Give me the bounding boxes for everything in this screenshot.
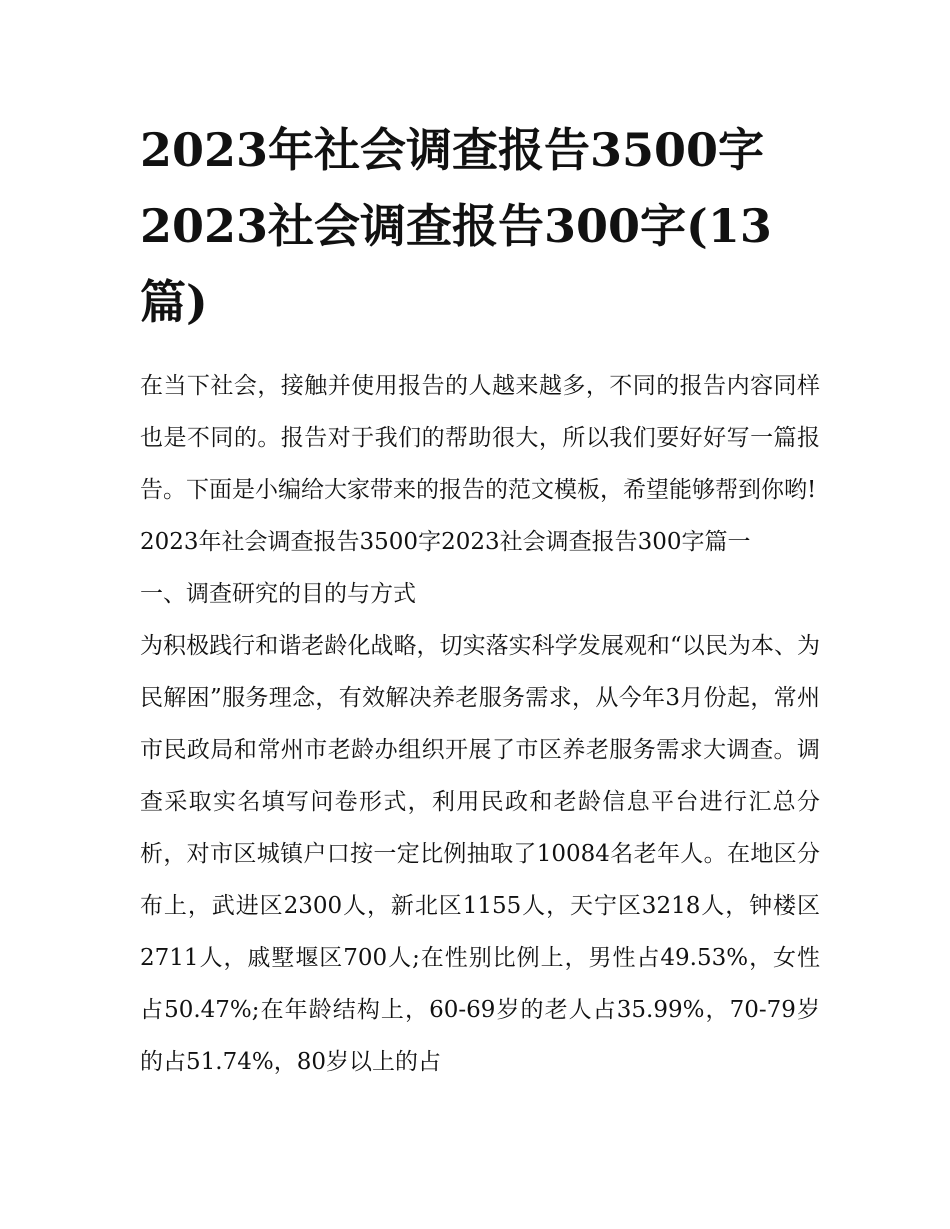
- intro-paragraph: 在当下社会，接触并使用报告的人越来越多，不同的报告内容同样也是不同的。报告对于我们的帮助很大，所以我们要好好写一篇报告。下面是小编给大家带来的报告的范文模板，希望能够帮到你哟!: [140, 373, 820, 503]
- body-paragraph: 为积极践行和谐老龄化战略，切实落实科学发展观和“以民为本、为民解困”服务理念，有效解决养老服务需求，从今年3月份起，常州市民政局和常州市老龄办组织开展了市区养老服务需求大调查。调查采取实名填写问卷形式，利用民政和老龄信息平台进行汇总分析，对市区城镇户口按一定比例抽取了10084名老年人。在地区分布上，武进区2300人，新北区1155人，天宁区3218人，钟楼区2711人，戚墅堰区700人;在性别比例上，男性占49.53%，女性占50.47%;在年龄结构上，60-69岁的老人占35.99%，70-79岁的占51.74%，80岁以上的占: [140, 633, 820, 1075]
- document-content: [140, 112, 820, 1088]
- document-title: 2023年社会调查报告3500字2023社会调查报告300字(13篇): [140, 123, 772, 329]
- subheading: 一、调查研究的目的与方式: [140, 581, 416, 607]
- section-heading: 2023年社会调查报告3500字2023社会调查报告300字篇一: [140, 529, 751, 555]
